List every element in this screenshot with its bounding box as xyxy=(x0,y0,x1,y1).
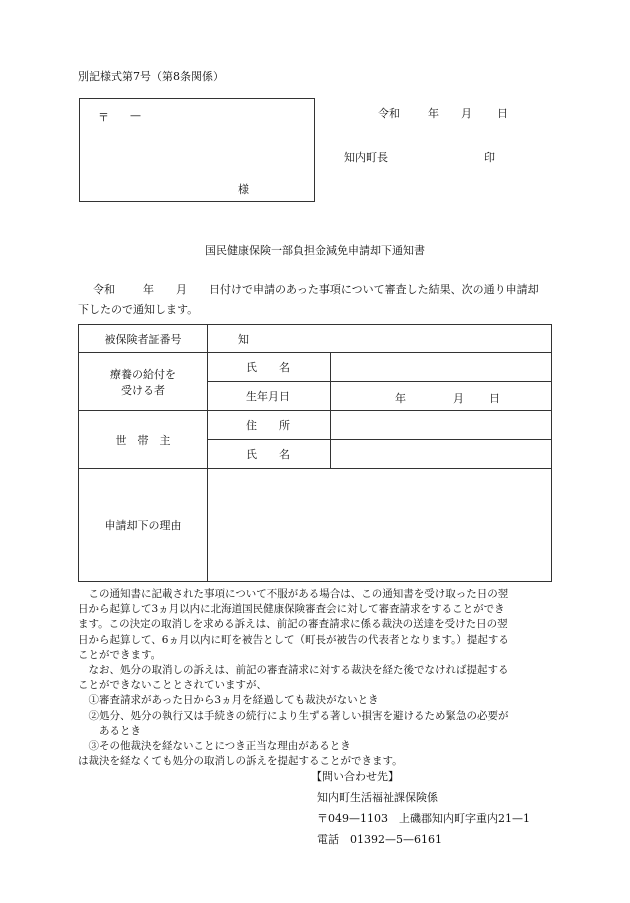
date-day: 日 xyxy=(497,107,508,120)
issuer-name: 知内町長 xyxy=(344,151,388,164)
note-line: ことができないこととされていますが、 xyxy=(78,679,267,692)
intro-year: 年 xyxy=(143,283,154,296)
table-row xyxy=(79,411,552,440)
birth-year: 年 xyxy=(395,392,406,405)
recipient-label xyxy=(79,353,208,411)
note-line: この通知書に記載された事項について不服がある場合は、この通知書を受け取った日の翌 xyxy=(78,588,509,600)
insured-number-label: 被保険者証番号 xyxy=(79,325,208,353)
date-year: 年 xyxy=(428,107,439,120)
contact-address: 〒049—1103 上磯郡知内町字重内21—1 xyxy=(317,812,530,825)
table-row xyxy=(79,325,552,353)
date-era: 令和 xyxy=(378,107,400,120)
note-line: ②処分、処分の執行又は手続きの続行により生ずる著しい損害を避けるため緊急の必要が xyxy=(78,709,509,722)
note-line: あるとき xyxy=(78,724,141,737)
seal-mark: 印 xyxy=(484,151,495,164)
householder-name-label: 氏 名 xyxy=(208,440,331,469)
recipient-name-value[interactable] xyxy=(331,353,552,382)
insured-number-value: 知 xyxy=(208,325,552,353)
contact-phone: 電話 01392—5—6161 xyxy=(317,833,442,846)
date-month: 月 xyxy=(461,107,472,120)
householder-name-value[interactable] xyxy=(331,440,552,469)
recipient-name-label: 氏 名 xyxy=(208,353,331,382)
birth-day: 日 xyxy=(489,392,500,405)
householder-label: 世 帯 主 xyxy=(79,411,208,469)
honorific-sama: 様 xyxy=(238,183,249,196)
intro-line1-rest: 日付けで申請のあった事項について審査した結果、次の通り申請却 xyxy=(209,283,539,296)
birth-date-value[interactable] xyxy=(331,382,552,411)
contact-dept: 知内町生活福祉課保険係 xyxy=(317,791,438,804)
contact-info xyxy=(311,766,530,850)
note-line: ③その他裁決を経ないことにつき正当な理由があるとき xyxy=(78,740,351,753)
note-line: 日から起算して3ヵ月以内に北海道国民健康保険審査会に対して審査請求をすることができ xyxy=(78,603,505,616)
appeal-notes xyxy=(78,587,558,769)
birth-month: 月 xyxy=(453,392,464,405)
address-box xyxy=(79,98,315,202)
note-line: ます。この決定の取消しを求める訴えは、前記の審査請求に係る裁決の送達を受けた日の翌 xyxy=(78,618,508,631)
note-line: ①審査請求があった日から3ヵ月を経過しても裁決がないとき xyxy=(78,694,379,707)
postal-dash: — xyxy=(130,109,141,122)
intro-month: 月 xyxy=(176,283,187,296)
birth-date-label: 生年月日 xyxy=(208,382,331,411)
contact-heading: 【問い合わせ先】 xyxy=(311,770,399,783)
table-row xyxy=(79,353,552,382)
form-number: 別記様式第7号（第8条関係） xyxy=(78,70,224,83)
note-line: なお、処分の取消しの訴えは、前記の審査請求に対する裁決を経た後でなければ提起する xyxy=(78,664,509,677)
rejection-reason-value[interactable] xyxy=(208,469,552,582)
document-title: 国民健康保険一部負担金減免申請却下通知書 xyxy=(205,244,425,257)
intro-line2: 下したので通知します。 xyxy=(78,303,199,316)
note-line: ことができます。 xyxy=(78,648,162,661)
application-table xyxy=(78,324,552,582)
recipient-label-line2: 受ける者 xyxy=(121,383,165,397)
householder-address-value[interactable] xyxy=(331,411,552,440)
rejection-reason-label: 申請却下の理由 xyxy=(79,469,208,582)
intro-era: 令和 xyxy=(93,283,115,296)
recipient-label-line1: 療養の給付を xyxy=(110,367,176,381)
householder-address-label: 住 所 xyxy=(208,411,331,440)
postal-mark: 〒 xyxy=(98,111,109,124)
table-row xyxy=(79,469,552,582)
note-line: 日から起算して、6ヵ月以内に町を被告として（町長が被告の代表者となります。）提起する xyxy=(78,633,509,646)
note-line: は裁決を経なくても処分の取消しの訴えを提起することができます。 xyxy=(78,755,403,768)
